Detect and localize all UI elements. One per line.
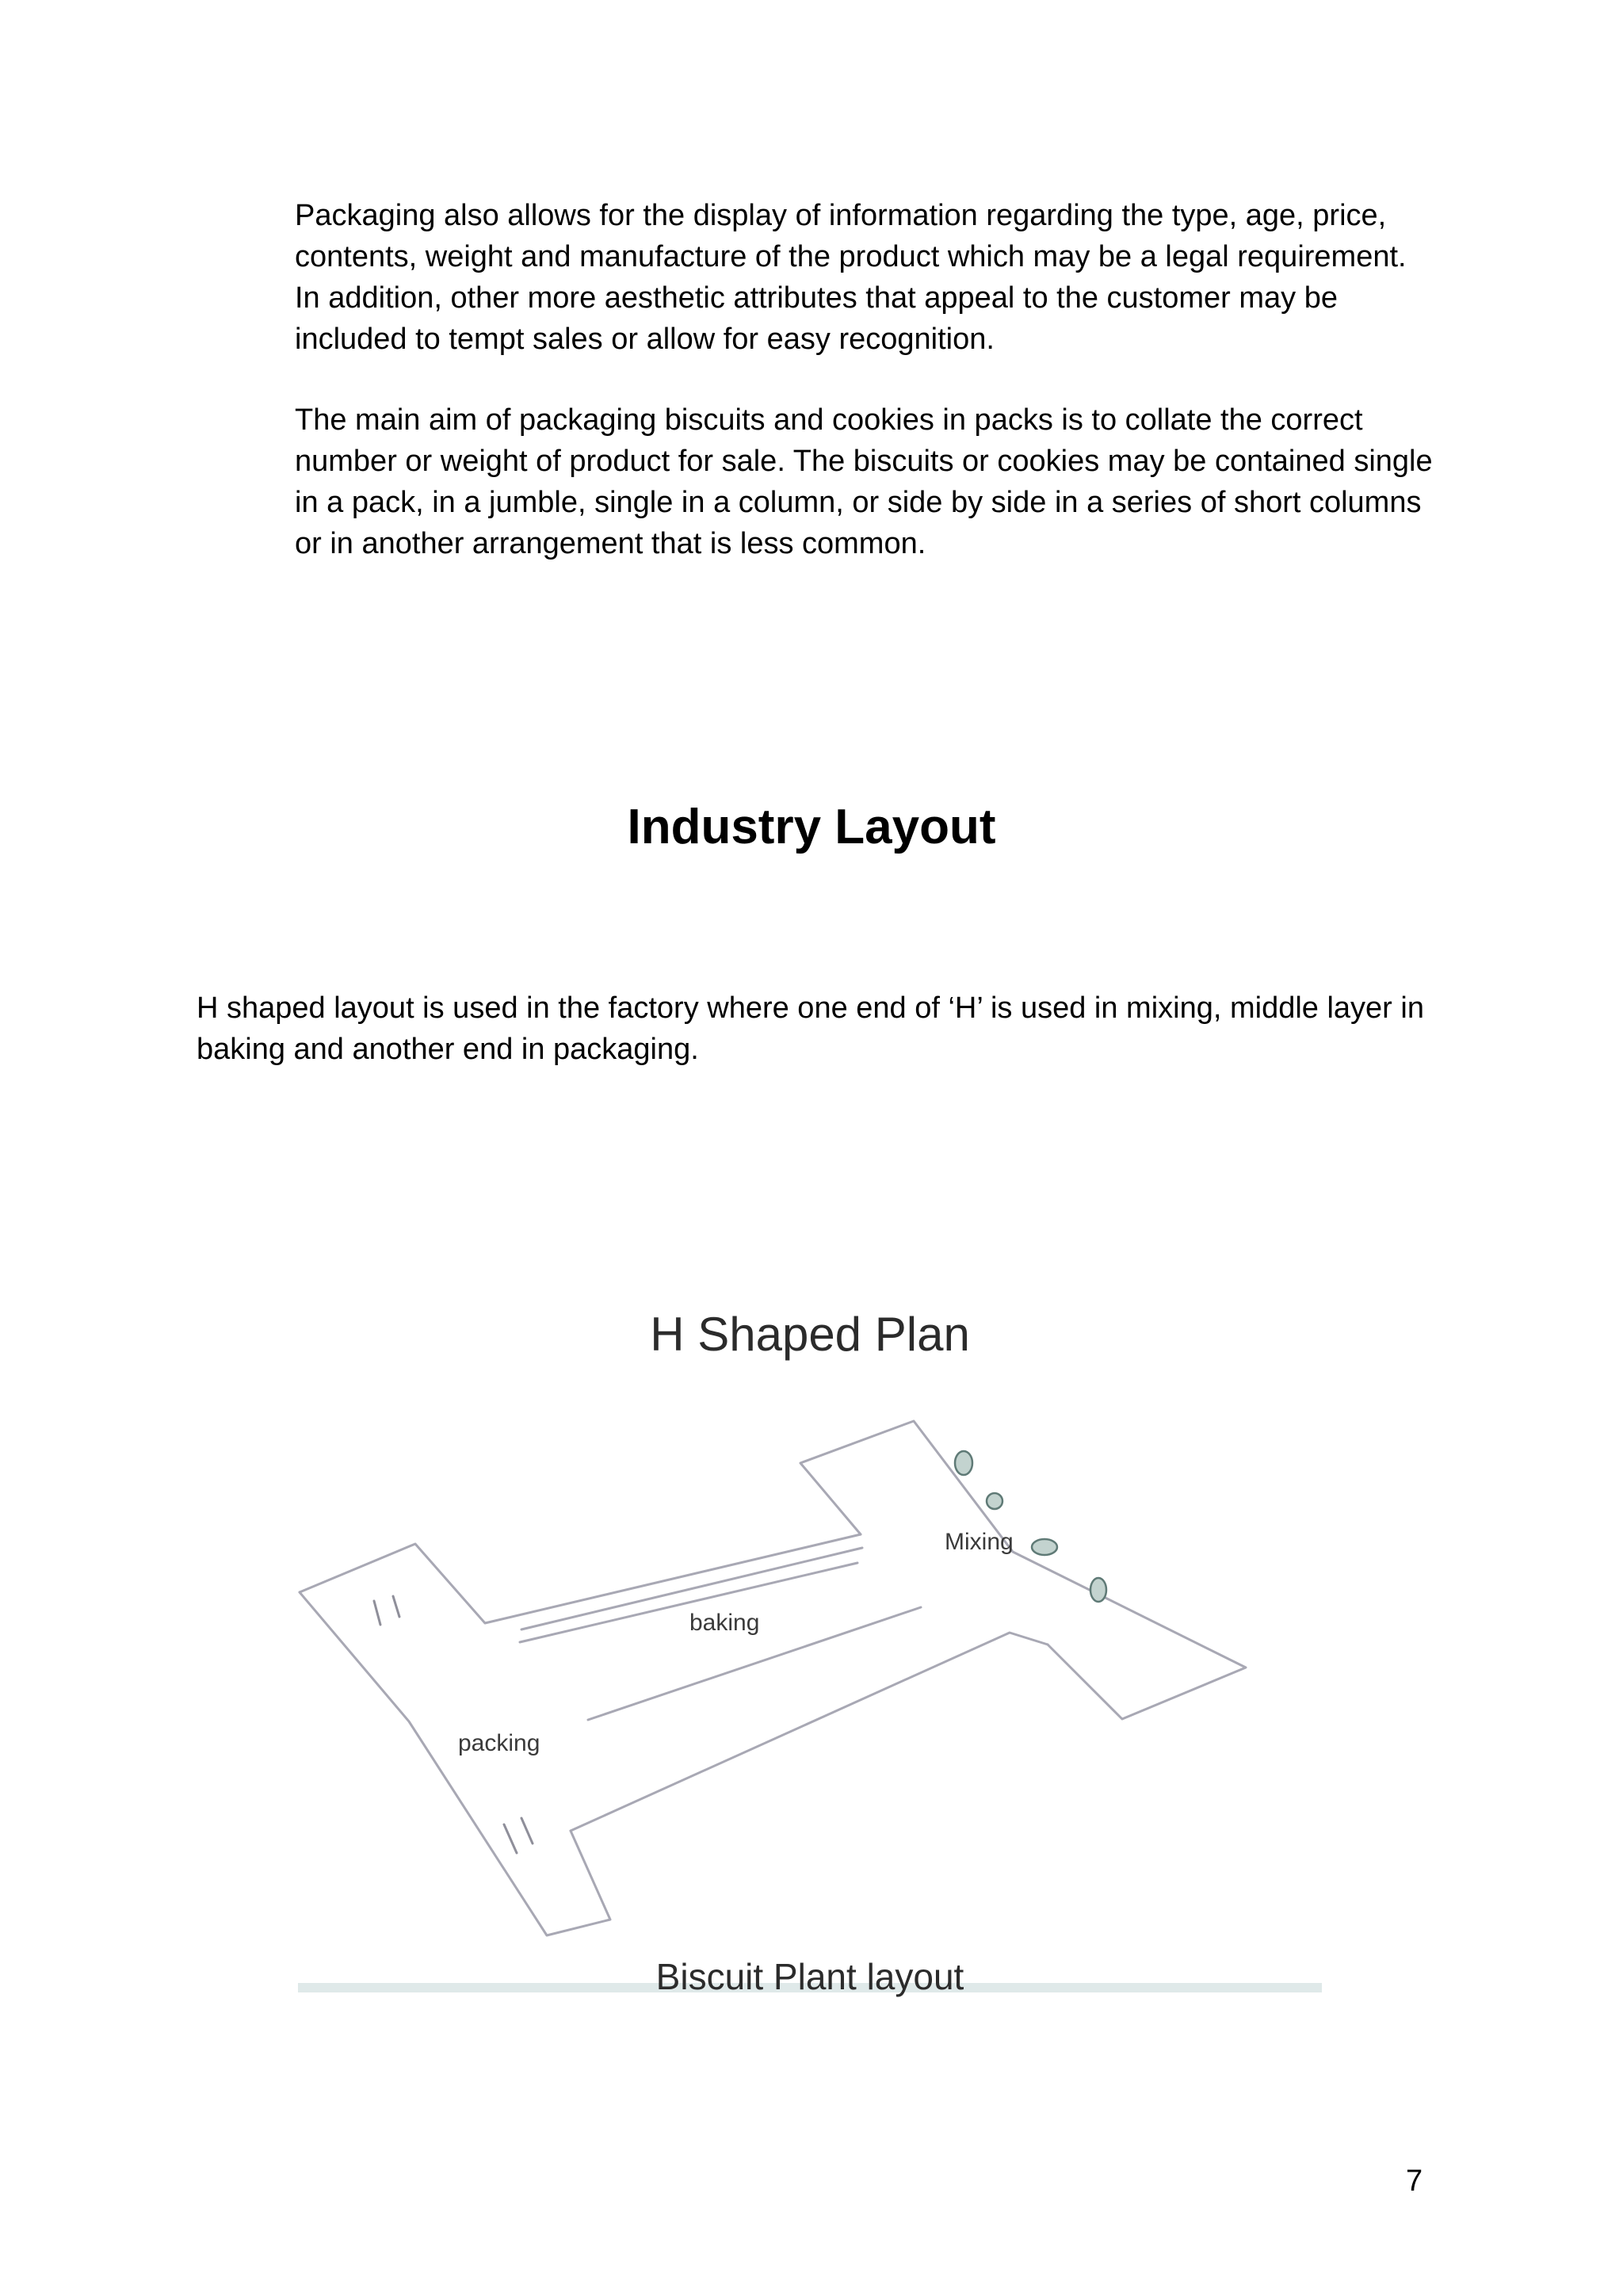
section-heading: Industry Layout xyxy=(627,800,996,854)
h-shaped-plan-figure xyxy=(298,1276,1322,2011)
bottom-connector-outline xyxy=(571,1633,1048,1831)
h-plan-drawing xyxy=(298,1276,1322,2011)
paragraph-packaging-information: Packaging also allows for the display of information regarding the type, age, price, contents, weight and manufacture of the product which may be a legal requirement. In addition, other more aesthetic attributes that appeal to the customer may be included to tempt sales or allow for easy recognition. xyxy=(295,199,1407,356)
mixing-bar-outline xyxy=(800,1421,1246,1719)
page-number: 7 xyxy=(1406,2164,1423,2198)
packing-stations xyxy=(374,1596,533,1853)
h-plan-outline xyxy=(300,1421,1246,1935)
figure-title: H Shaped Plan xyxy=(650,1308,970,1361)
label-mixing: Mixing xyxy=(945,1529,1014,1555)
mixing-machines xyxy=(955,1451,1106,1602)
mixer-1 xyxy=(955,1451,972,1475)
figure-caption: Biscuit Plant layout xyxy=(655,1956,964,1997)
mixer-2 xyxy=(987,1493,1002,1509)
mixer-4 xyxy=(1090,1578,1106,1602)
paragraph-h-layout: H shaped layout is used in the factory where one end of ‘H’ is used in mixing, middle layer in baking and another end in packaging. xyxy=(197,991,1424,1066)
top-connector-outline xyxy=(300,1534,861,1623)
station-mark-4 xyxy=(521,1818,533,1843)
packing-bar-outline xyxy=(300,1592,610,1935)
station-mark-1 xyxy=(374,1601,380,1625)
label-baking: baking xyxy=(689,1610,760,1636)
station-mark-2 xyxy=(393,1596,399,1617)
mixer-3 xyxy=(1032,1539,1057,1555)
station-mark-3 xyxy=(504,1824,517,1853)
paragraph-packaging-aim: The main aim of packaging biscuits and cookies in packs is to collate the correct number or weight of product for sale. The biscuits or cookies may be contained single in a pack, in a jumble, single in a column, or side by side in a series of short columns or in another arrangement that is less common. xyxy=(295,403,1433,560)
label-packing: packing xyxy=(458,1730,540,1756)
